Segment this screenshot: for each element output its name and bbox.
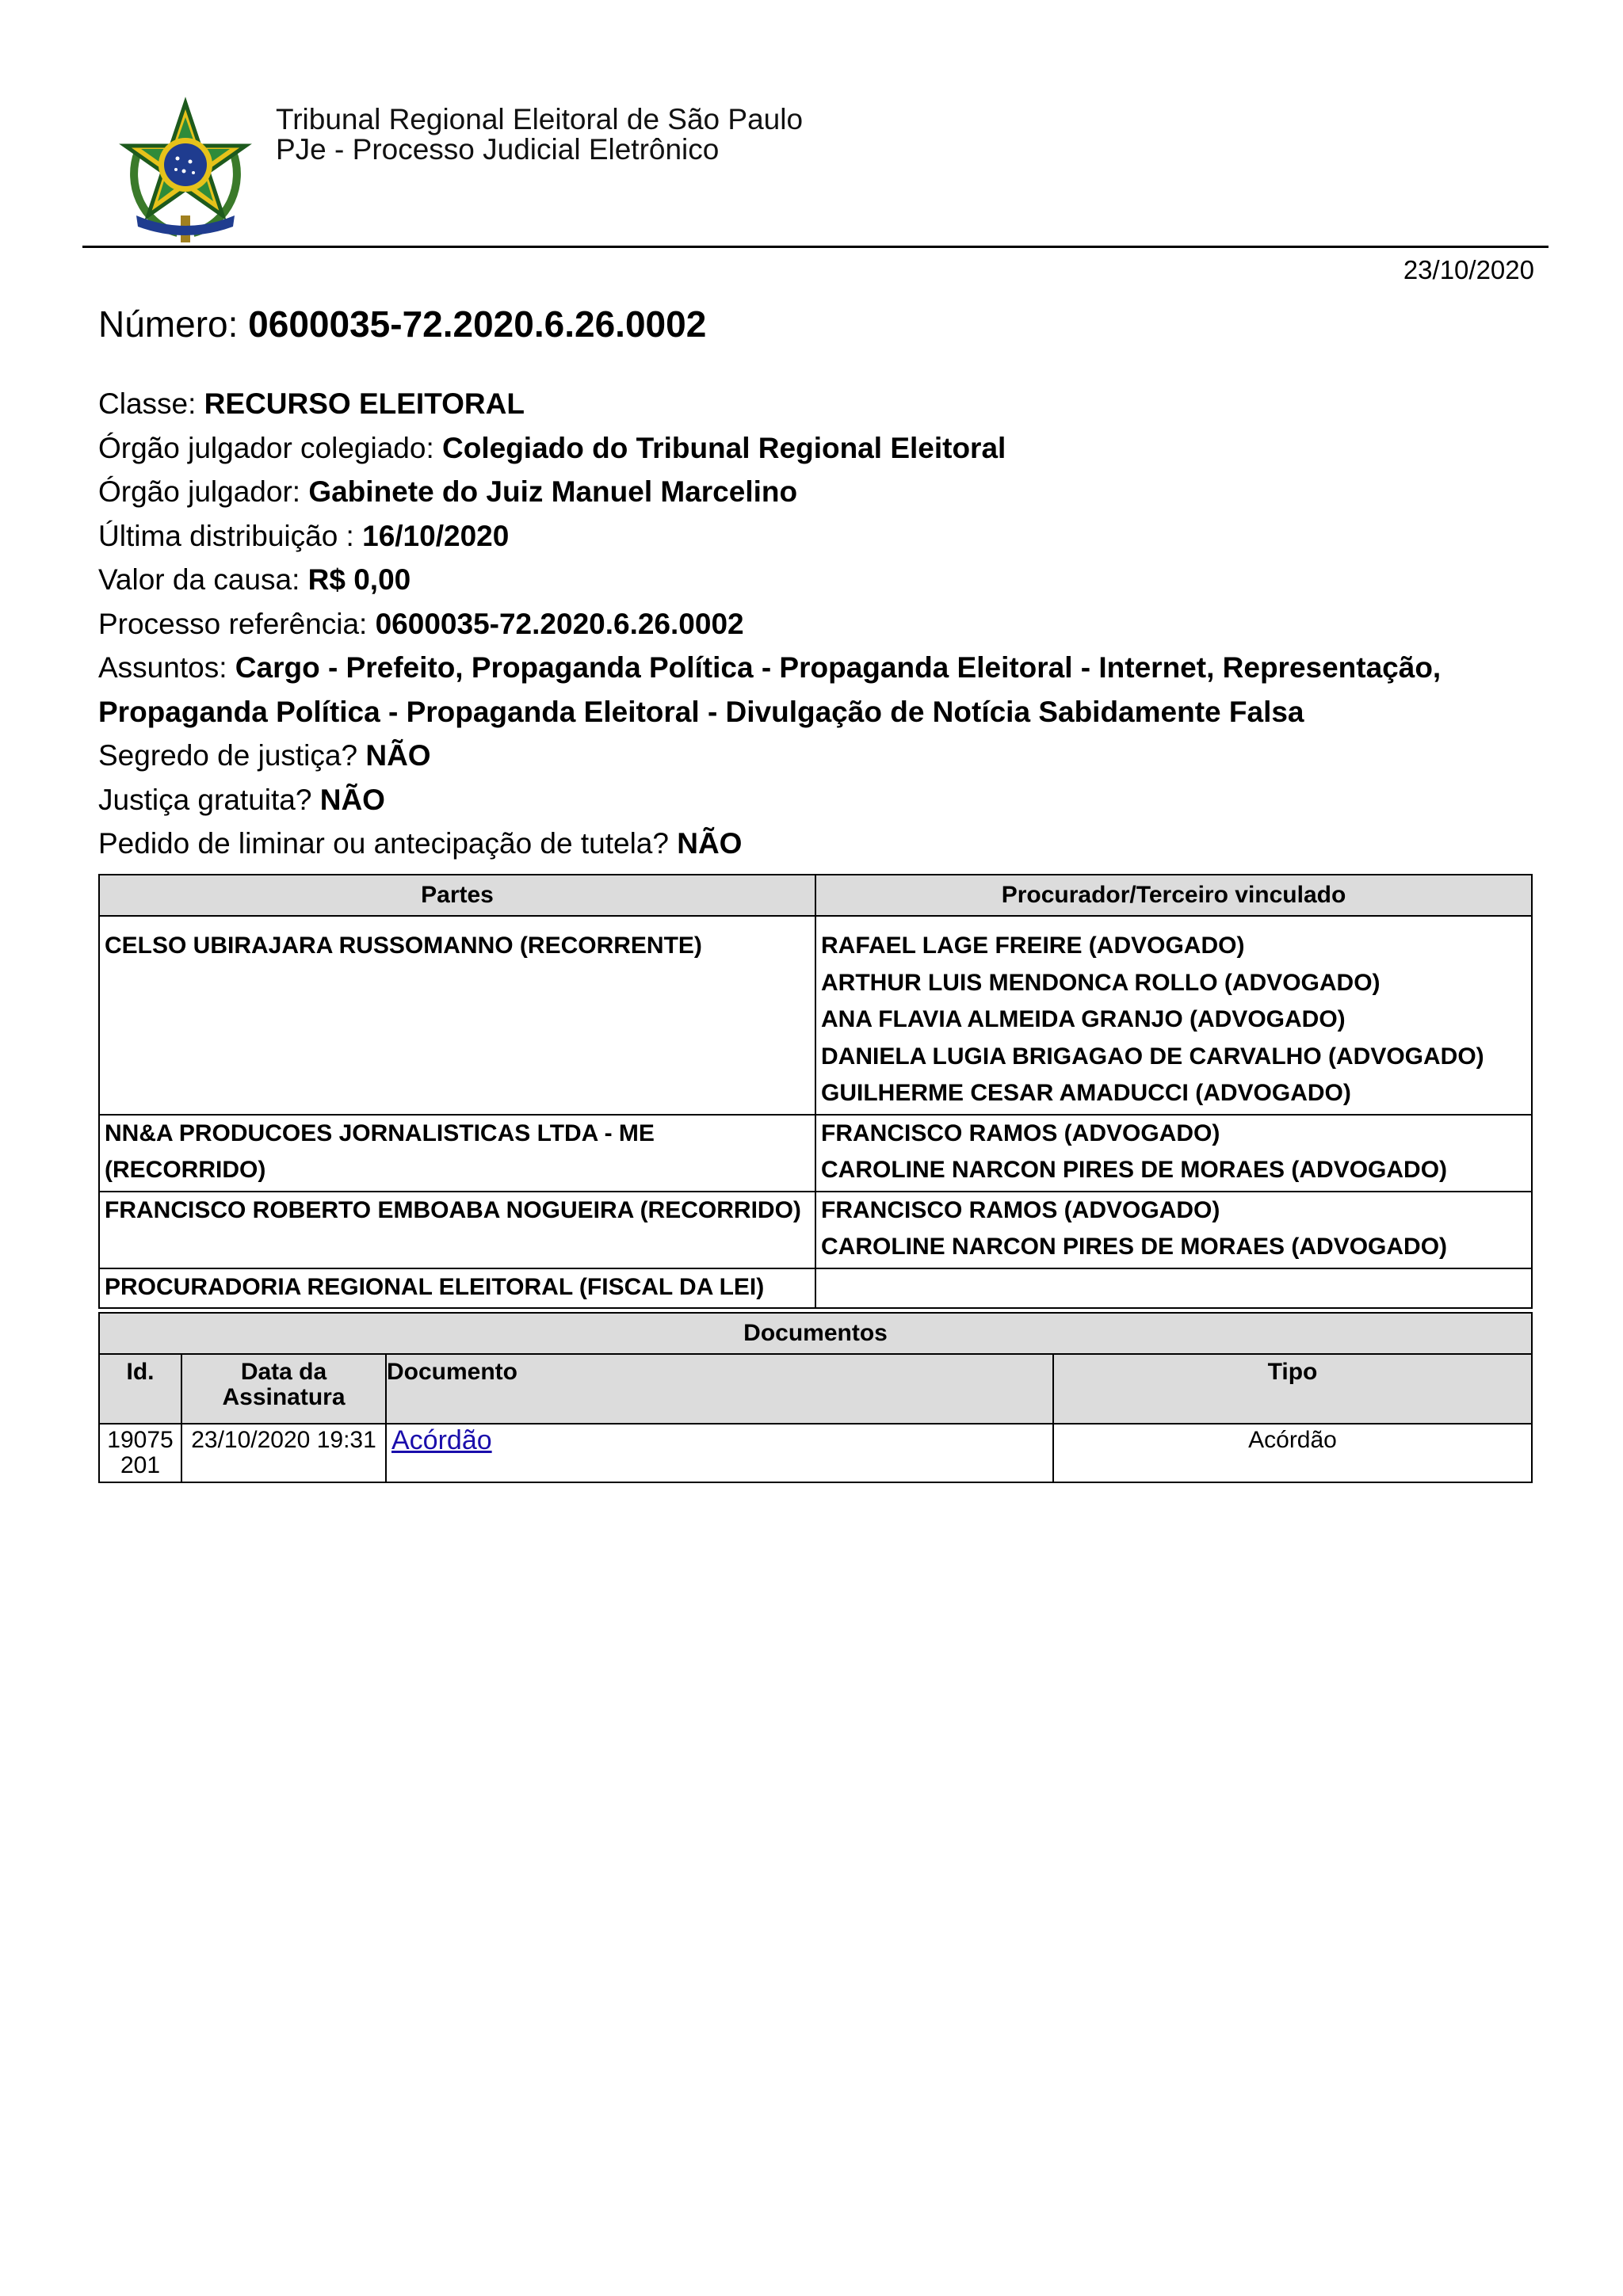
info-assuntos	[98, 646, 1533, 734]
documentos-title: Documentos	[99, 1313, 1532, 1354]
partes-table	[98, 874, 1533, 1309]
procurador-name: CAROLINE NARCON PIRES DE MORAES (ADVOGADO)	[821, 1234, 1448, 1260]
documentos-table	[98, 1312, 1533, 1483]
brazil-coat-of-arms-icon	[114, 97, 257, 244]
process-number	[98, 303, 706, 345]
document-id-part: 201	[120, 1452, 161, 1478]
header-divider	[82, 246, 1549, 248]
document-type-cell: Acórdão	[1053, 1424, 1532, 1482]
info-valor-causa	[98, 558, 1533, 602]
info-ultima-distribuicao	[98, 514, 1533, 559]
info-value: NÃO	[677, 827, 743, 860]
info-processo-referencia	[98, 602, 1533, 646]
info-label: Assuntos:	[98, 651, 227, 684]
procurador-cell	[815, 916, 1532, 1115]
procurador-cell	[815, 1192, 1532, 1268]
info-classe	[98, 382, 1533, 426]
procurador-name: CAROLINE NARCON PIRES DE MORAES (ADVOGADO)	[821, 1157, 1448, 1183]
parte-name: CELSO UBIRAJARA RUSSOMANNO (RECORRENTE)	[105, 933, 702, 959]
table-header-row	[99, 875, 1532, 916]
info-value: Gabinete do Juiz Manuel Marcelino	[308, 475, 798, 508]
procurador-name: GUILHERME CESAR AMADUCCI (ADVOGADO)	[821, 1080, 1351, 1106]
procurador-name: ARTHUR LUIS MENDONCA ROLLO (ADVOGADO)	[821, 969, 1381, 996]
procurador-name: FRANCISCO RAMOS (ADVOGADO)	[821, 1196, 1220, 1223]
court-name: Tribunal Regional Eleitoral de São Paulo	[276, 103, 804, 135]
procurador-cell	[815, 1115, 1532, 1192]
parte-name: FRANCISCO ROBERTO EMBOABA NOGUEIRA (RECORRIDO)	[105, 1196, 801, 1223]
procurador-name: RAFAEL LAGE FREIRE (ADVOGADO)	[821, 933, 1245, 959]
procurador-name: DANIELA LUGIA BRIGAGAO DE CARVALHO (ADVOGADO)	[821, 1043, 1484, 1070]
info-value: 0600035-72.2020.6.26.0002	[375, 607, 744, 640]
info-label: Valor da causa:	[98, 563, 300, 596]
info-label: Segredo de justiça?	[98, 739, 358, 772]
column-header-id: Id.	[99, 1354, 181, 1424]
info-label: Justiça gratuita?	[98, 783, 312, 816]
process-number-label: Número:	[98, 303, 239, 345]
info-value: Cargo - Prefeito, Propaganda Política - Propaganda Eleitoral - Internet, Representação, Propaganda Política - Propaganda Eleitoral - Divulgação de Notícia Sabidamente Falsa	[98, 651, 1442, 728]
process-info	[98, 382, 1533, 866]
process-number-value: 0600035-72.2020.6.26.0002	[248, 303, 707, 345]
procurador-cell	[815, 1268, 1532, 1309]
info-label: Processo referência:	[98, 607, 368, 640]
info-label: Órgão julgador colegiado:	[98, 431, 434, 464]
header-title	[276, 105, 803, 165]
table-title-row	[99, 1313, 1532, 1354]
info-value: 16/10/2020	[362, 519, 510, 552]
info-value: RECURSO ELEITORAL	[204, 387, 525, 420]
procurador-name: ANA FLAVIA ALMEIDA GRANJO (ADVOGADO)	[821, 1006, 1346, 1032]
table-row	[99, 1115, 1532, 1192]
parte-cell	[99, 916, 815, 1115]
document-link[interactable]: Acórdão	[391, 1425, 492, 1455]
column-header-partes: Partes	[99, 875, 815, 916]
info-value: Colegiado do Tribunal Regional Eleitoral	[442, 431, 1006, 464]
column-header-tipo: Tipo	[1053, 1354, 1532, 1424]
column-header-documento: Documento	[386, 1354, 1053, 1424]
info-label: Órgão julgador:	[98, 475, 301, 508]
column-header-data-assinatura	[181, 1354, 386, 1424]
parte-name: NN&A PRODUCOES JORNALISTICAS LTDA - ME (RECORRIDO)	[105, 1119, 655, 1183]
document-id-cell	[99, 1424, 181, 1482]
table-header-row	[99, 1354, 1532, 1424]
document-date-cell: 23/10/2020 19:31	[181, 1424, 386, 1482]
parte-cell	[99, 1115, 815, 1192]
system-name: PJe - Processo Judicial Eletrônico	[276, 133, 720, 166]
document-name-cell	[386, 1424, 1053, 1482]
procurador-name: FRANCISCO RAMOS (ADVOGADO)	[821, 1119, 1220, 1146]
column-header-procurador: Procurador/Terceiro vinculado	[815, 875, 1532, 916]
info-label: Última distribuição :	[98, 519, 354, 552]
info-pedido-liminar	[98, 822, 1533, 866]
table-row	[99, 916, 1532, 1115]
info-orgao-julgador	[98, 470, 1533, 514]
table-row	[99, 1424, 1532, 1482]
info-label: Pedido de liminar ou antecipação de tutela?	[98, 827, 669, 860]
info-segredo-justica	[98, 734, 1533, 778]
info-label: Classe:	[98, 387, 197, 420]
document-date: 23/10/2020	[1403, 255, 1534, 284]
document-id-part: 19075	[107, 1427, 174, 1453]
column-header-label: Data da Assinatura	[222, 1359, 346, 1410]
info-orgao-colegiado	[98, 426, 1533, 471]
document-header	[82, 79, 1549, 246]
parte-name: PROCURADORIA REGIONAL ELEITORAL (FISCAL DA LEI)	[105, 1273, 765, 1300]
table-row	[99, 1192, 1532, 1268]
info-justica-gratuita	[98, 778, 1533, 822]
info-value: NÃO	[365, 739, 431, 772]
info-value: NÃO	[319, 783, 385, 816]
parte-cell	[99, 1268, 815, 1309]
info-value: R$ 0,00	[307, 563, 411, 596]
table-row	[99, 1268, 1532, 1309]
parte-cell	[99, 1192, 815, 1268]
